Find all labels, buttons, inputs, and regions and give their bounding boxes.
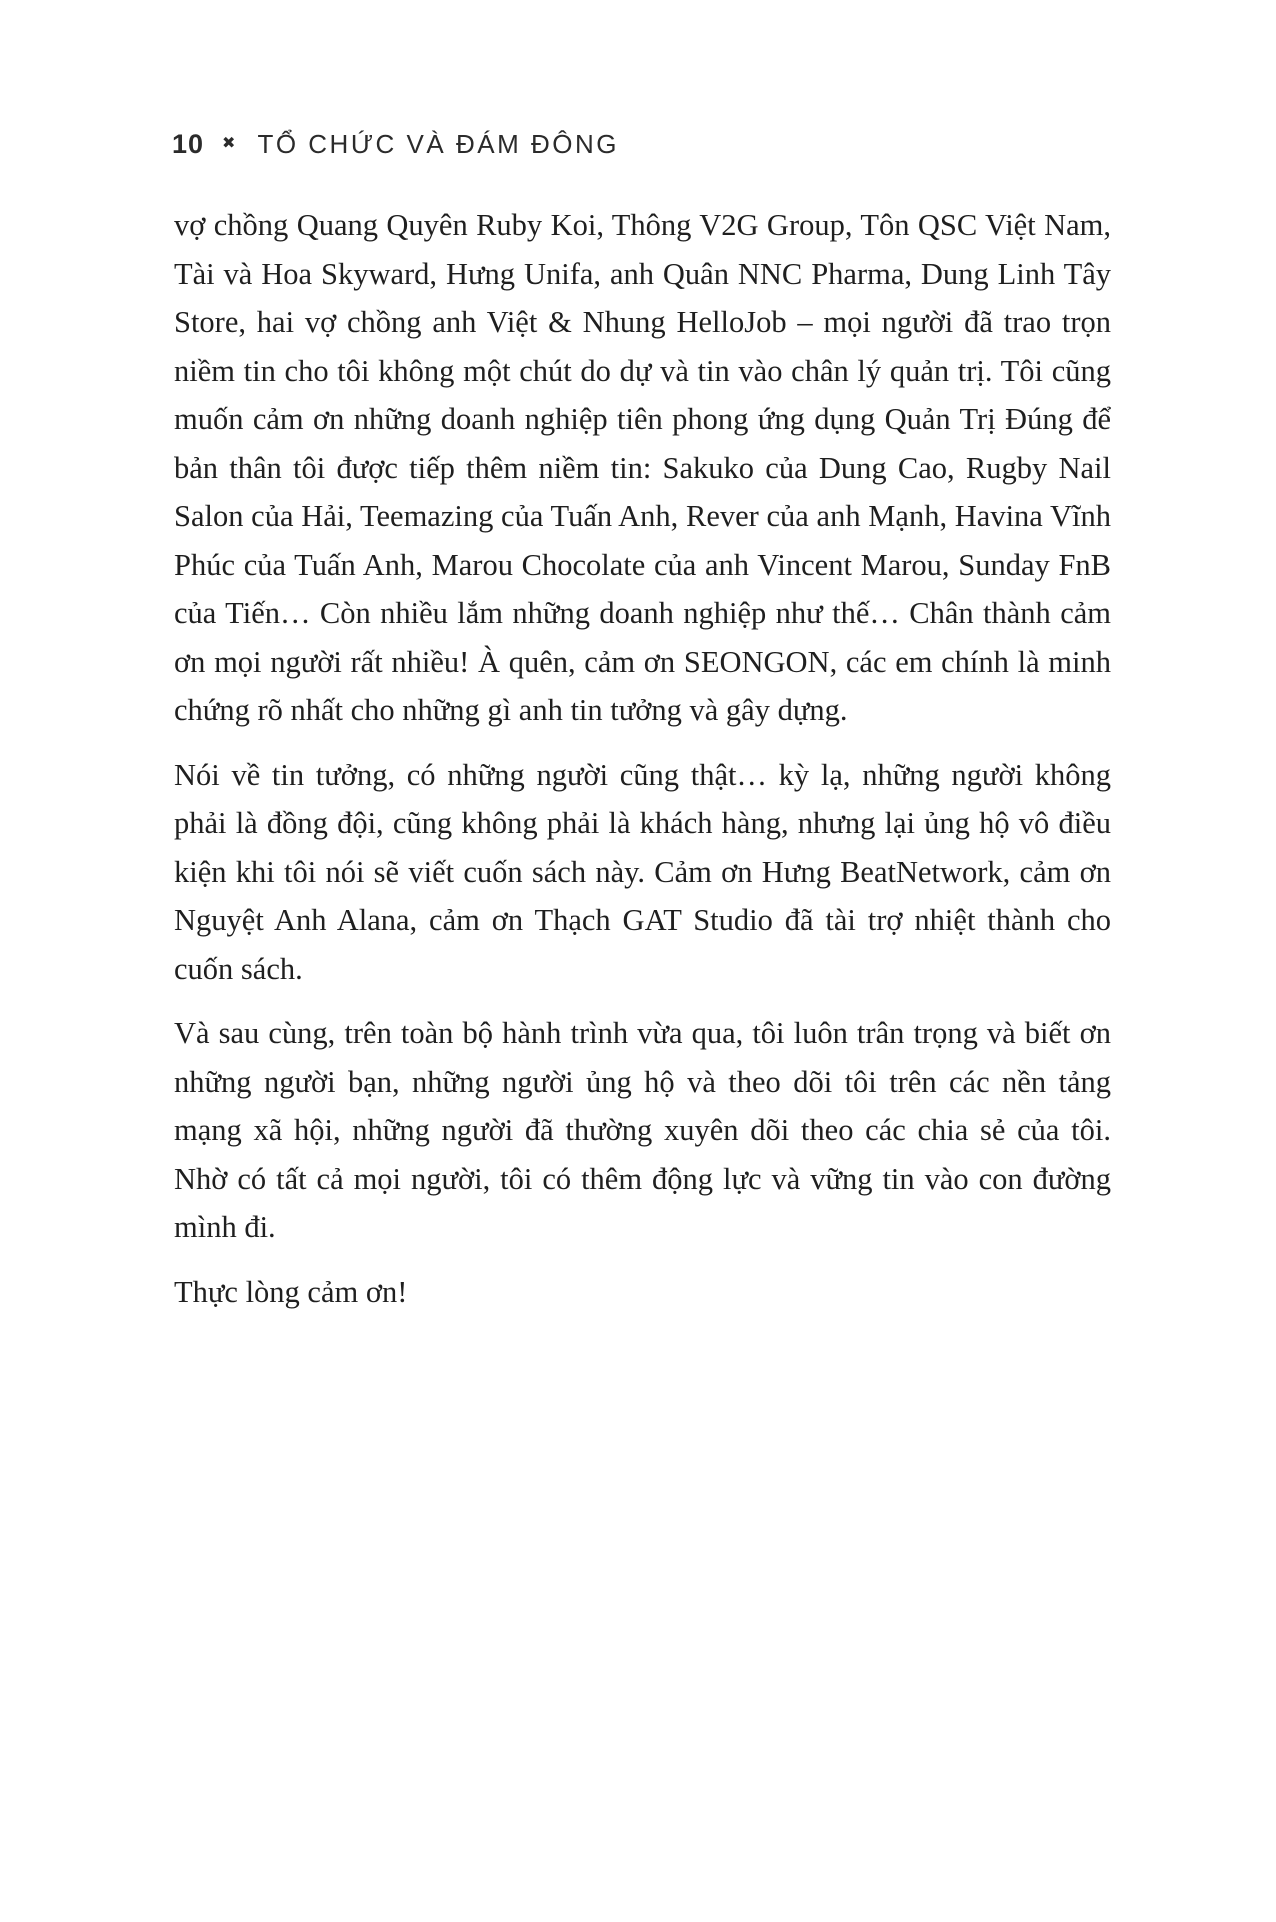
- page-number: 10: [172, 128, 205, 159]
- paragraph-acknowledgements: vợ chồng Quang Quyên Ruby Koi, Thông V2G Group, Tôn QSC Việt Nam, Tài và Hoa Skyward, Hưng Unifa, anh Quân NNC Pharma, Dung Linh Tây Store, hai vợ chồng anh Việt & Nhung HelloJob – mọi người đã trao trọn niềm tin cho tôi không một chút do dự và tin vào chân lý quản trị. Tôi cũng muốn cảm ơn những doanh nghiệp tiên phong ứng dụng Quản Trị Đúng để bản thân tôi được tiếp thêm niềm tin: Sakuko của Dung Cao, Rugby Nail Salon của Hải, Teemazing của Tuấn Anh, Rever của anh Mạnh, Havina Vĩnh Phúc của Tuấn Anh, Marou Chocolate của anh Vincent Marou, Sunday FnB của Tiến… Còn nhiều lắm những doanh nghiệp như thế… Chân thành cảm ơn mọi người rất nhiều! À quên, cảm ơn SEONGON, các em chính là minh chứng rõ nhất cho những gì anh tin tưởng và gây dựng.: [174, 208, 1111, 727]
- paragraph-closing: Thực lòng cảm ơn!: [174, 1274, 408, 1309]
- separator-ornament-icon: ✖: [222, 135, 236, 152]
- running-header: [172, 124, 619, 164]
- paragraph-trust: Nói về tin tưởng, có những người cũng thật… kỳ lạ, những người không phải là đồng đội, cũng không phải là khách hàng, nhưng lại ủng hộ vô điều kiện khi tôi nói sẽ viết cuốn sách này. Cảm ơn Hưng BeatNetwork, cảm ơn Nguyệt Anh Alana, cảm ơn Thạch GAT Studio đã tài trợ nhiệt thành cho cuốn sách.: [174, 757, 1111, 986]
- paragraph-gratitude: Và sau cùng, trên toàn bộ hành trình vừa qua, tôi luôn trân trọng và biết ơn những người bạn, những người ủng hộ và theo dõi tôi trên các nền tảng mạng xã hội, những người đã thường xuyên dõi theo các chia sẻ của tôi. Nhờ có tất cả mọi người, tôi có thêm động lực và vững tin vào con đường mình đi.: [174, 1016, 1111, 1244]
- body-text: [174, 201, 1111, 1332]
- book-title: TỔ CHỨC VÀ ĐÁM ĐÔNG: [257, 128, 619, 159]
